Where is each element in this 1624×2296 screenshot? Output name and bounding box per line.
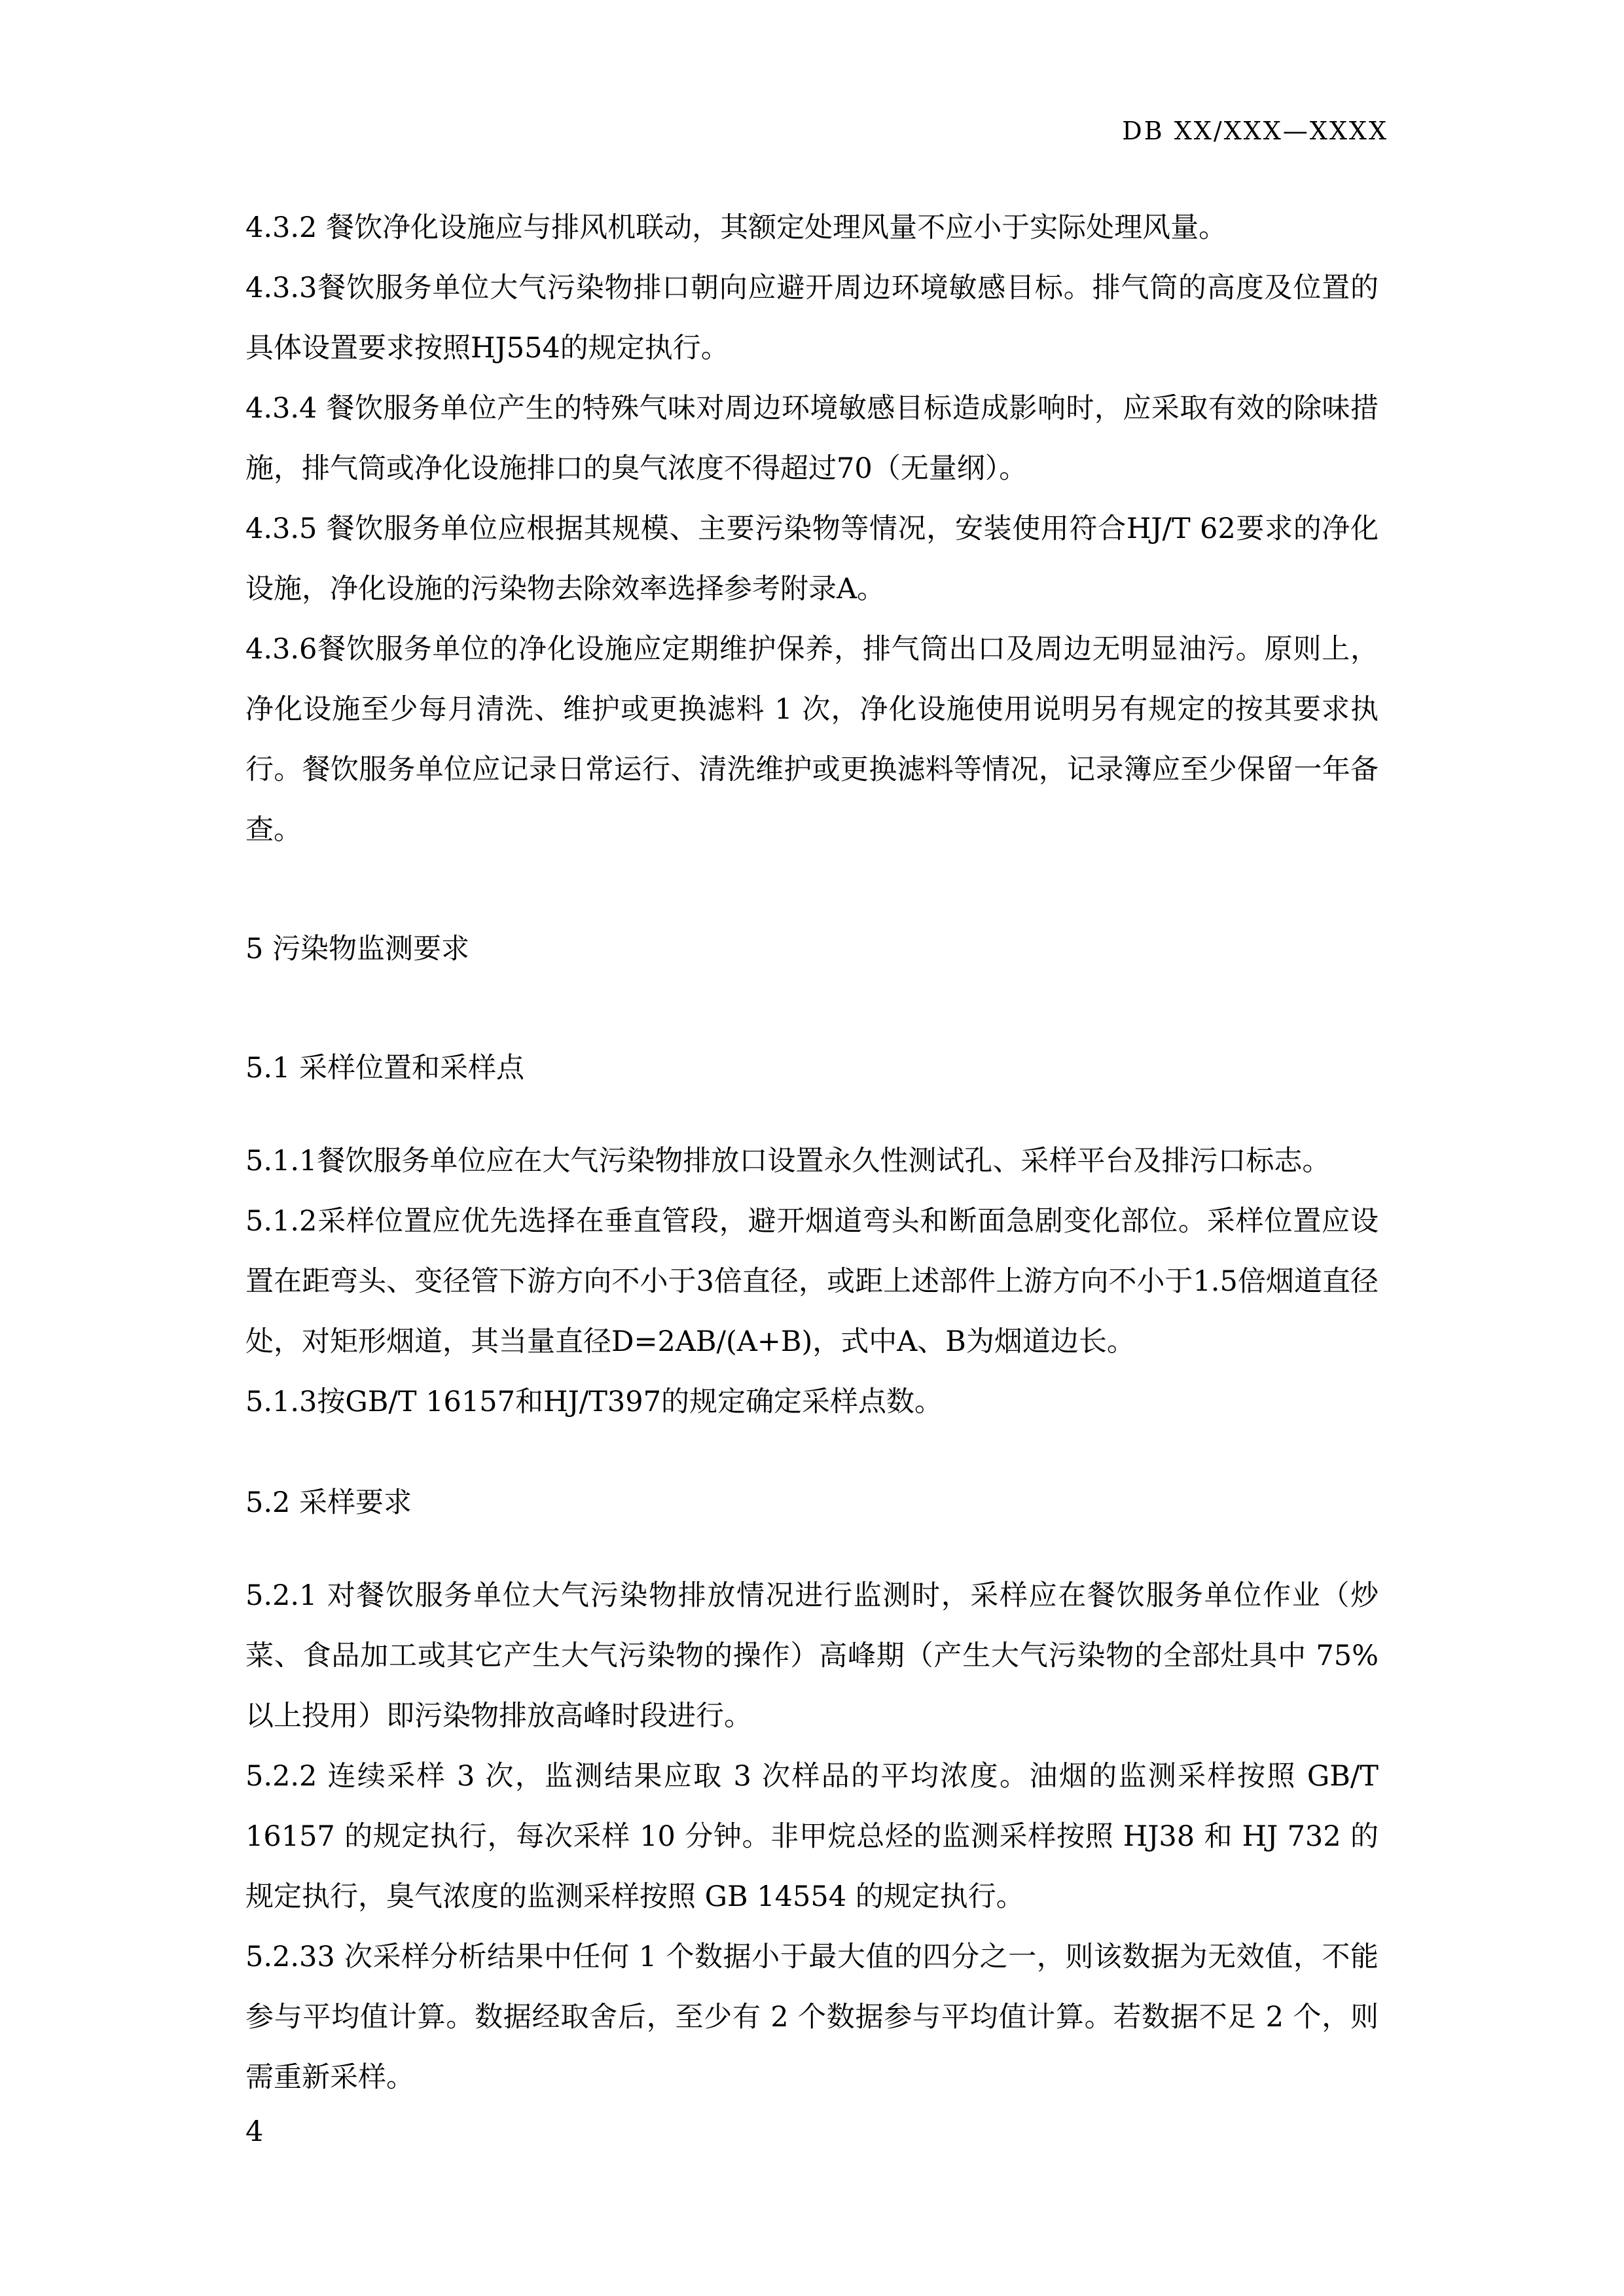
clause-5-2-3: 5.2.33 次采样分析结果中任何 1 个数据小于最大值的四分之一，则该数据为无效值，不能参与平均值计算。数据经取舍后，至少有 2 个数据参与平均值计算。若数据不足 2 个，则需重新采样。	[245, 1941, 1379, 2094]
document-code: DB XX/XXX—XXXX	[1122, 117, 1388, 145]
section-5-2-heading: 5.2 采样要求	[245, 1486, 412, 1519]
clause-4-3-6: 4.3.6餐饮服务单位的净化设施应定期维护保养，排气筒出口及周边无明显油污。原则上，净化设施至少每月清洗、维护或更换滤料 1 次，净化设施使用说明另有规定的按其要求执行。餐饮服务单位应记录日常运行、清洗维护或更换滤料等情况，记录簿应至少保留一年备查。	[245, 633, 1379, 846]
document-body	[245, 198, 1379, 2108]
page-number: 4	[245, 2115, 264, 2148]
clause-5-2-2: 5.2.2 连续采样 3 次，监测结果应取 3 次样品的平均浓度。油烟的监测采样按照 GB/T 16157 的规定执行，每次采样 10 分钟。非甲烷总烃的监测采样按照 HJ38 和 HJ 732 的规定执行，臭气浓度的监测采样按照 GB 14554 的规定执行。	[245, 1760, 1379, 1913]
clause-4-3-2: 4.3.2 餐饮净化设施应与排风机联动，其额定处理风量不应小于实际处理风量。	[245, 211, 1227, 244]
clause-5-1-1: 5.1.1餐饮服务单位应在大气污染物排放口设置永久性测试孔、采样平台及排污口标志。	[245, 1145, 1331, 1177]
clause-5-2-1: 5.2.1 对餐饮服务单位大气污染物排放情况进行监测时，采样应在餐饮服务单位作业（炒菜、食品加工或其它产生大气污染物的操作）高峰期（产生大气污染物的全部灶具中 75% 以上投用）即污染物排放高峰时段进行。	[245, 1579, 1379, 1732]
clause-4-3-3: 4.3.3餐饮服务单位大气污染物排口朝向应避开周边环境敏感目标。排气筒的高度及位置的具体设置要求按照HJ554的规定执行。	[245, 272, 1379, 365]
clause-5-1-3: 5.1.3按GB/T 16157和HJ/T397的规定确定采样点数。	[245, 1386, 943, 1418]
section-5-1-heading: 5.1 采样位置和采样点	[245, 1052, 525, 1085]
section-5-heading: 5 污染物监测要求	[245, 933, 470, 965]
spacer	[245, 979, 1379, 1038]
spacer	[245, 1533, 1379, 1566]
clause-5-1-2: 5.1.2采样位置应优先选择在垂直管段，避开烟道弯头和断面急剧变化部位。采样位置应设置在距弯头、变径管下游方向不小于3倍直径，或距上述部件上游方向不小于1.5倍烟道直径处，对矩形烟道，其当量直径D=2AB/(A+B)，式中A、B为烟道边长。	[245, 1205, 1379, 1358]
spacer	[245, 1432, 1379, 1473]
spacer	[245, 1098, 1379, 1131]
spacer	[245, 860, 1379, 919]
clause-4-3-4: 4.3.4 餐饮服务单位产生的特殊气味对周边环境敏感目标造成影响时，应采取有效的除味措施，排气筒或净化设施排口的臭气浓度不得超过70（无量纲）。	[245, 392, 1379, 485]
clause-4-3-5: 4.3.5 餐饮服务单位应根据其规模、主要污染物等情况，安装使用符合HJ/T 62要求的净化设施，净化设施的污染物去除效率选择参考附录A。	[245, 512, 1379, 605]
